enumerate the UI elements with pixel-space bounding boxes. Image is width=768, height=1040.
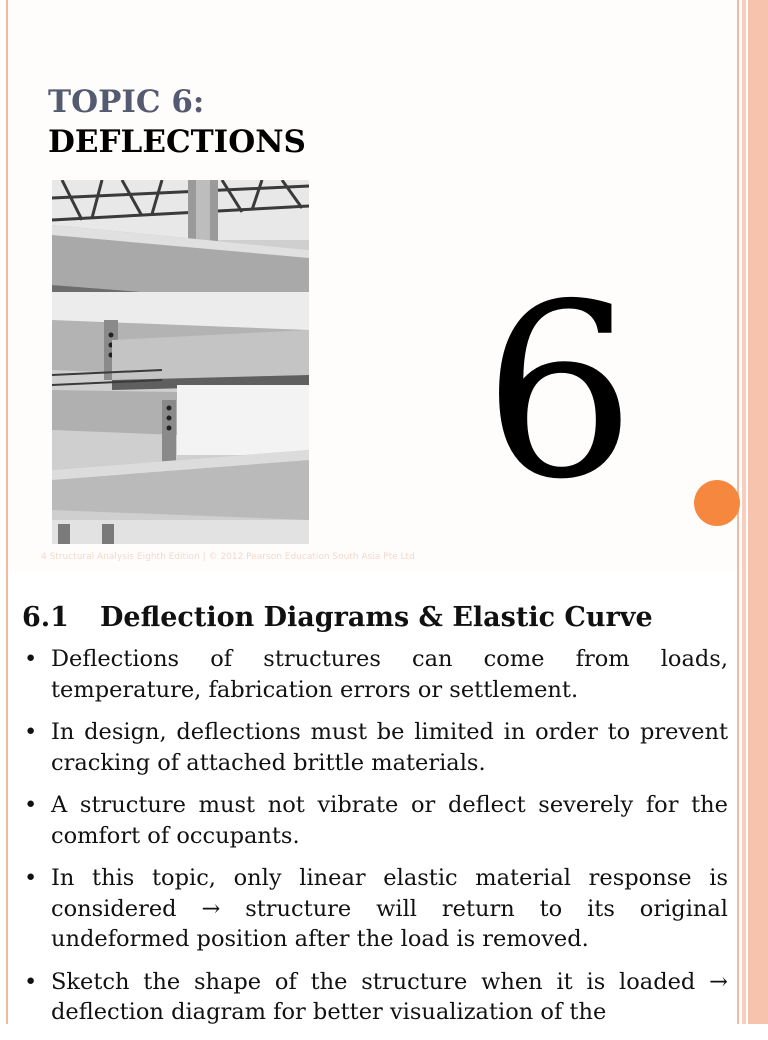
bullet-item: • Sketch the shape of the structure when it is loaded → deflection diagram for better visualization of the bbox=[22, 967, 728, 1028]
section-heading bbox=[22, 602, 653, 633]
bullet-list bbox=[22, 644, 728, 1040]
bullet-item: • In design, deflections must be limited in order to prevent cracking of attached brittle materials. bbox=[22, 717, 728, 778]
right-border-band bbox=[748, 0, 768, 1024]
slide-title: DEFLECTIONS bbox=[48, 124, 306, 160]
bullet-item: • In this topic, only linear elastic material response is considered → structure will return to its original undeformed position after the load is removed. bbox=[22, 863, 728, 955]
content-slide bbox=[8, 572, 737, 1024]
title-slide bbox=[8, 0, 737, 572]
bullet-item: • Deflections of structures can come from loads, temperature, fabrication errors or settlement. bbox=[22, 644, 728, 705]
steel-frame-photo bbox=[52, 180, 309, 544]
section-number: 6.1 bbox=[22, 602, 69, 633]
accent-dot bbox=[694, 480, 740, 526]
topic-label: TOPIC 6: bbox=[48, 84, 205, 120]
chapter-number: 6 bbox=[483, 252, 636, 532]
section-title: Deflection Diagrams & Elastic Curve bbox=[100, 602, 653, 633]
slide-footer: 4 Structural Analysis Eighth Edition | © 2012 Pearson Education South Asia Pte Ltd bbox=[41, 552, 415, 562]
right-border-stripe bbox=[742, 0, 746, 1024]
bullet-item: • A structure must not vibrate or deflect severely for the comfort of occupants. bbox=[22, 790, 728, 851]
steel-frame-illustration bbox=[52, 180, 309, 544]
